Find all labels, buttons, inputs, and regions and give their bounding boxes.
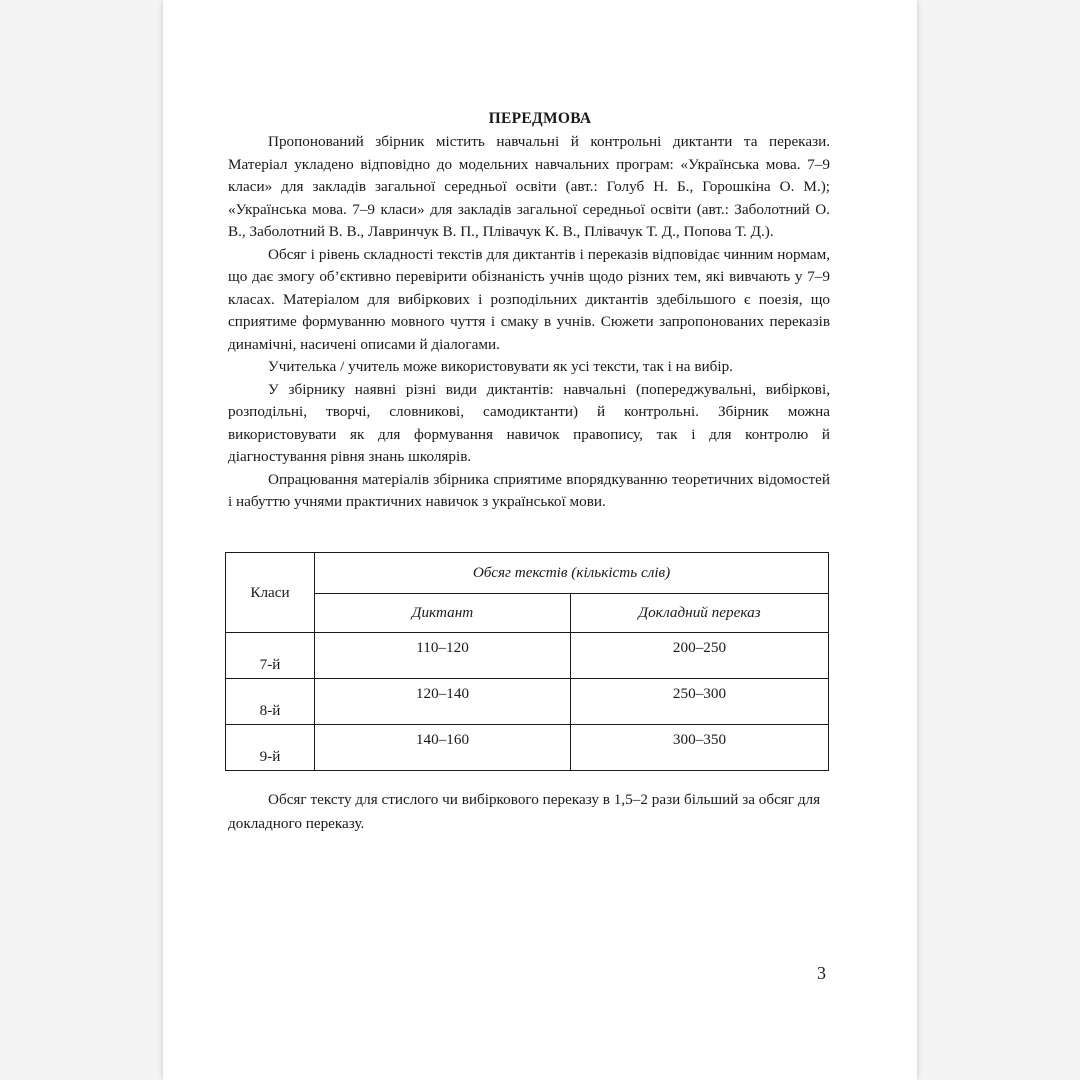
table-header-volume: Обсяг текстів (кількість слів) (315, 553, 829, 594)
table-header-retelling: Докладний переказ (571, 594, 829, 633)
table-cell-retelling: 300–350 (571, 725, 829, 771)
table-row (226, 725, 829, 771)
table-cell-retelling: 250–300 (571, 679, 829, 725)
preface-body (228, 131, 830, 514)
note-text: Обсяг тексту для стислого чи вибіркового переказу в 1,5–2 рази більший за обсяг для докладного переказу. (228, 791, 821, 832)
table-cell-dictation: 140–160 (315, 725, 571, 771)
table-note (228, 788, 830, 836)
table-cell-dictation: 120–140 (315, 679, 571, 725)
paragraph: Пропонований збірник містить навчальні й контрольні диктанти та перекази. Матеріал укладено відповідно до модельних навчальних програм: «Українська мова. 7–9 класи» для закладів загальної середньої освіти (авт.: Голуб Н. Б., Горошкіна О. М.); «Українська мова. 7–9 класи» для закладів загальної середньої освіти (авт.: Заболотний О. В., Заболотний В. В., Лавринчук В. П., Плівачук К. В., Плівачук Т. Д., Попова Т. Д.). (228, 133, 830, 240)
paragraph: Учителька / учитель може використовувати як усі тексти, так і на вибір. (268, 358, 733, 375)
text-volume-table (225, 552, 829, 771)
table-header-dictation: Диктант (315, 594, 571, 633)
table-cell-retelling: 200–250 (571, 633, 829, 679)
paragraph: Опрацювання матеріалів збірника сприятиме впорядкуванню теоретичних відомостей і набуттю учнями практичних навичок з української мови. (228, 470, 830, 510)
document-page (163, 0, 917, 1080)
table-cell-class: 9-й (226, 725, 315, 771)
page-title: ПЕРЕДМОВА (488, 110, 592, 127)
table-row (226, 679, 829, 725)
table-cell-dictation: 110–120 (315, 633, 571, 679)
table-cell-class: 8-й (226, 679, 315, 725)
page-number: 3 (817, 963, 826, 983)
table-cell-class: 7-й (226, 633, 315, 679)
paragraph: У збірнику наявні різні види диктантів: навчальні (попереджувальні, вибіркові, розподільні, творчі, словникові, самодиктанти) й контрольні. Збірник можна використовувати як для формування навичок правопису, так і для контролю й діагностування рівня знань школярів. (228, 380, 830, 465)
table-header-classes: Класи (226, 553, 315, 633)
paragraph: Обсяг і рівень складності текстів для диктантів і переказів відповідає чинним нормам, що дає змогу об’єктивно перевірити обізнаність учнів щодо різних тем, які вивчають у 7–9 класах. Матеріалом для вибіркових і розподільних диктантів здебільшого є поезія, що сприятиме формуванню мовного чуття і смаку в учнів. Сюжети запропонованих переказів динамічні, насичені описами й діалогами. (228, 245, 830, 353)
table-row (226, 633, 829, 679)
